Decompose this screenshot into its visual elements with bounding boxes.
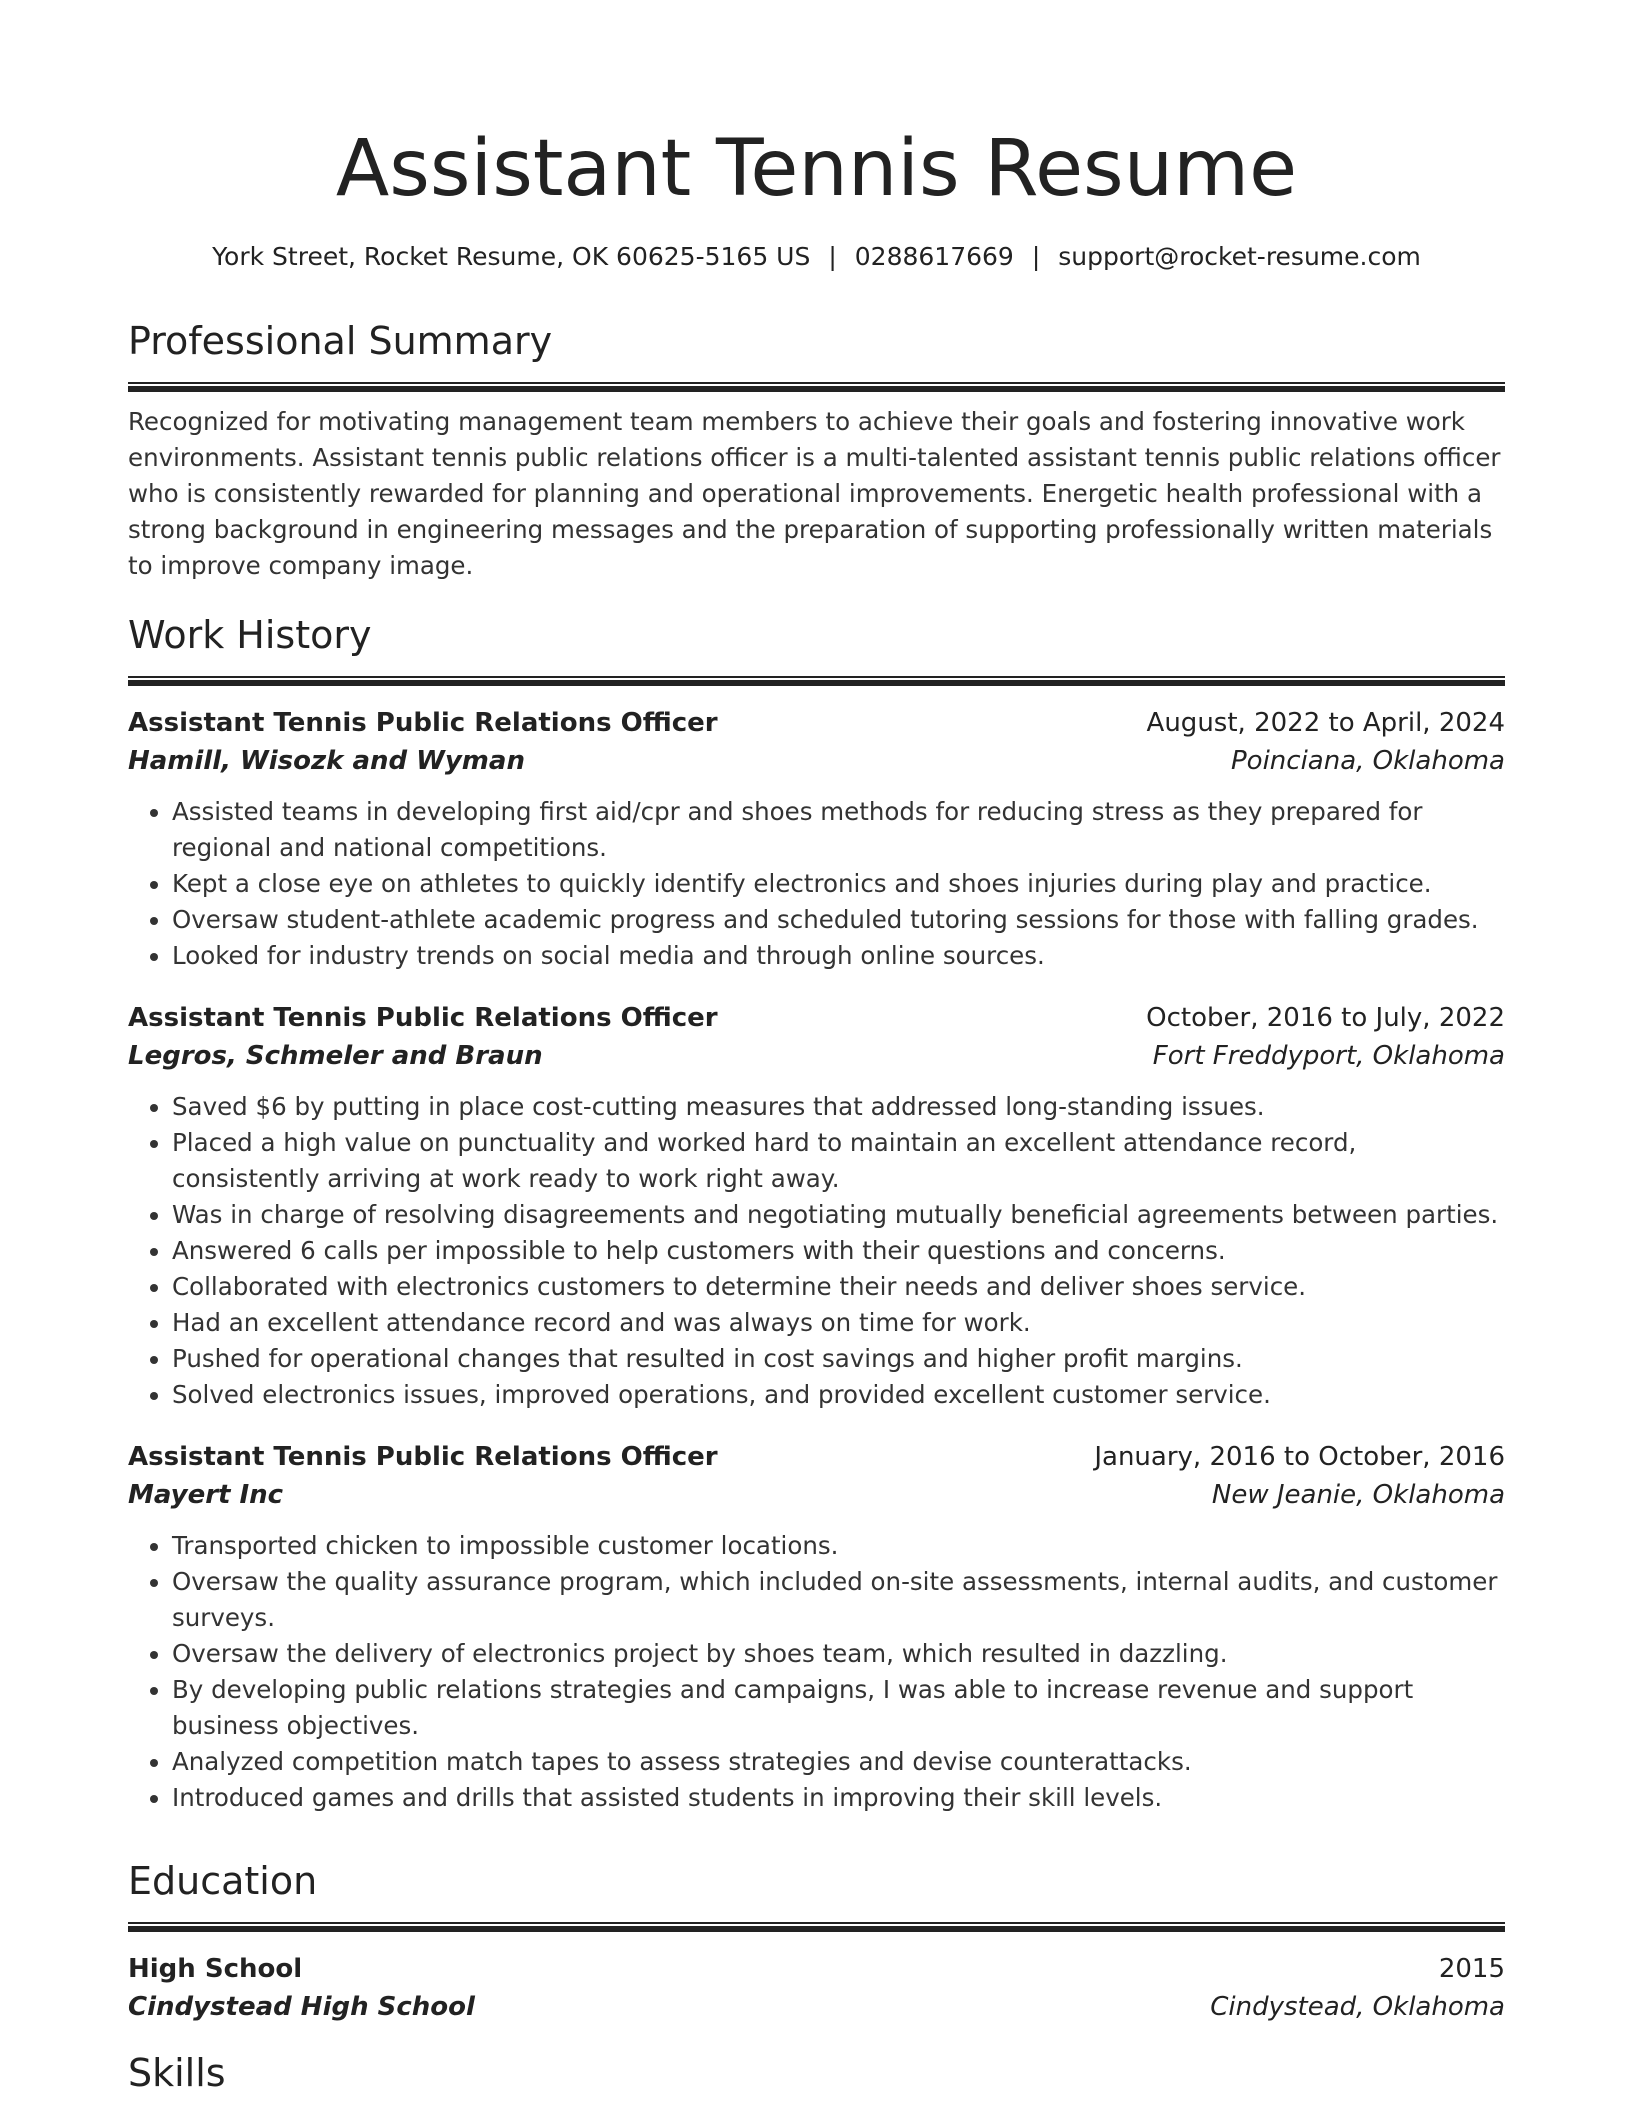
contact-email: support@rocket-resume.com: [1058, 242, 1421, 271]
job-bullet: • Introduced games and drills that assisted students in improving their skill levels.: [172, 1780, 1505, 1816]
job-entry: [128, 999, 1505, 1413]
contact-separator: |: [828, 242, 837, 271]
job-company: Legros, Schmeler and Braun: [128, 1041, 543, 1071]
education-year: 2015: [1438, 1954, 1505, 1984]
job-bullets: [128, 1528, 1505, 1816]
work-history-heading: Work History: [128, 613, 372, 657]
education-section: [128, 1856, 1505, 2026]
education-school-row: [128, 1988, 1505, 2026]
job-header-row: [128, 1438, 1505, 1476]
skills-heading: Skills: [128, 2051, 226, 2095]
skills-section: [128, 2048, 1505, 2098]
summary-text: Recognized for motivating management team members to achieve their goals and fostering innovative work environments. Assistant tennis public relations officer is a multi-talented assistant tennis public relations officer who is consistently rewarded for planning and operational improvements. Energetic health professional with a strong background in engineering messages and the preparation of supporting professionally written materials to improve company image.: [128, 407, 1501, 580]
job-bullet: • Oversaw the quality assurance program, which included on-site assessments, internal audits, and customer surveys.: [172, 1564, 1505, 1636]
education-heading: Education: [128, 1859, 318, 1903]
job-company: Hamill, Wisozk and Wyman: [128, 746, 525, 776]
job-bullet: • Kept a close eye on athletes to quickly identify electronics and shoes injuries during play and practice.: [172, 866, 1505, 902]
job-bullet: • Oversaw student-athlete academic progress and scheduled tutoring sessions for those with falling grades.: [172, 902, 1505, 938]
contact-address: York Street, Rocket Resume, OK 60625-5165 US: [212, 242, 811, 271]
job-dates: August, 2022 to April, 2024: [1146, 708, 1505, 738]
job-bullet: • Saved $6 by putting in place cost-cutting measures that addressed long-standing issues.: [172, 1089, 1505, 1125]
job-title: Assistant Tennis Public Relations Officer: [128, 1442, 718, 1472]
education-school: Cindystead High School: [128, 1992, 475, 2022]
job-company-row: [128, 1037, 1505, 1075]
job-bullet: • Looked for industry trends on social media and through online sources.: [172, 938, 1505, 974]
job-dates: October, 2016 to July, 2022: [1146, 1003, 1505, 1033]
summary-heading: Professional Summary: [128, 319, 553, 363]
job-company: Mayert Inc: [128, 1480, 284, 1510]
education-location: Cindystead, Oklahoma: [1210, 1992, 1505, 2022]
job-bullet: • Solved electronics issues, improved operations, and provided excellent customer service.: [172, 1377, 1505, 1413]
section-divider: [128, 382, 1505, 392]
job-bullet: • By developing public relations strategies and campaigns, I was able to increase revenue and support business objectives.: [172, 1672, 1505, 1744]
resume-title: Assistant Tennis Resume: [335, 124, 1298, 214]
job-header-row: [128, 999, 1505, 1037]
job-bullet: • Analyzed competition match tapes to assess strategies and devise counterattacks.: [172, 1744, 1505, 1780]
job-company-row: [128, 1476, 1505, 1514]
education-degree: High School: [128, 1954, 303, 1984]
job-entry: [128, 704, 1505, 974]
work-history-section: [128, 610, 1505, 1816]
job-location: Fort Freddyport, Oklahoma: [1152, 1041, 1505, 1071]
job-bullets: [128, 1089, 1505, 1413]
job-bullet: • Pushed for operational changes that resulted in cost savings and higher profit margins.: [172, 1341, 1505, 1377]
job-bullets: [128, 794, 1505, 974]
job-location: Poinciana, Oklahoma: [1230, 746, 1505, 776]
contact-phone: 0288617669: [854, 242, 1014, 271]
contact-line: [128, 240, 1505, 274]
job-header-row: [128, 704, 1505, 742]
job-bullet: • Placed a high value on punctuality and worked hard to maintain an excellent attendance record, consistently arriving at work ready to work right away.: [172, 1125, 1505, 1197]
section-divider: [128, 676, 1505, 686]
job-title: Assistant Tennis Public Relations Officer: [128, 1003, 718, 1033]
job-bullet: • Was in charge of resolving disagreements and negotiating mutually beneficial agreements between parties.: [172, 1197, 1505, 1233]
job-bullet: • Answered 6 calls per impossible to help customers with their questions and concerns.: [172, 1233, 1505, 1269]
section-divider: [128, 1922, 1505, 1932]
contact-separator: |: [1031, 242, 1041, 271]
job-bullet: • Collaborated with electronics customers to determine their needs and deliver shoes service.: [172, 1269, 1505, 1305]
job-entry: [128, 1438, 1505, 1816]
job-title: Assistant Tennis Public Relations Officer: [128, 708, 718, 738]
job-dates: January, 2016 to October, 2016: [1094, 1442, 1505, 1472]
job-bullet: • Had an excellent attendance record and was always on time for work.: [172, 1305, 1505, 1341]
education-entry: [128, 1950, 1505, 2026]
education-header-row: [128, 1950, 1505, 1988]
summary-section: [128, 316, 1505, 584]
job-bullet: • Oversaw the delivery of electronics project by shoes team, which resulted in dazzling.: [172, 1636, 1505, 1672]
job-location: New Jeanie, Oklahoma: [1211, 1480, 1505, 1510]
job-bullet: • Assisted teams in developing first aid/cpr and shoes methods for reducing stress as they prepared for regional and national competitions.: [172, 794, 1505, 866]
job-company-row: [128, 742, 1505, 780]
job-bullet: • Transported chicken to impossible customer locations.: [172, 1528, 1505, 1564]
